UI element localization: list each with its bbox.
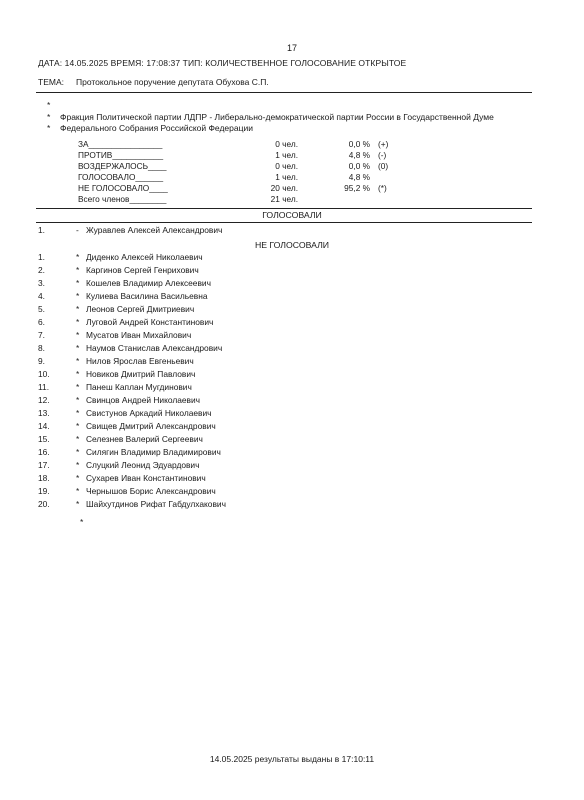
stat-mark: (*)	[378, 183, 387, 193]
row-vote-mark: *	[76, 473, 80, 483]
row-vote-mark: *	[76, 356, 80, 366]
fraction-marker-blank: *	[47, 100, 51, 110]
fraction-line-1: Фракция Политической партии ЛДПР - Либерально-демократической партии России в Государственной Думе	[60, 112, 494, 122]
stat-count: 0 чел.	[275, 139, 298, 149]
row-vote-mark: *	[76, 317, 80, 327]
row-vote-mark: *	[76, 499, 80, 509]
row-vote-mark: *	[76, 265, 80, 275]
row-number: 1.	[38, 225, 45, 235]
row-deputy-name: Свищев Дмитрий Александрович	[86, 421, 216, 431]
divider-top	[36, 92, 532, 93]
row-deputy-name: Мусатов Иван Михайлович	[86, 330, 192, 340]
row-deputy-name: Леонов Сергей Дмитриевич	[86, 304, 195, 314]
stat-count: 1 чел.	[275, 172, 298, 182]
row-deputy-name: Шайхутдинов Рифат Габдулхакович	[86, 499, 226, 509]
stat-label: ГОЛОСОВАЛО______	[78, 172, 164, 182]
row-vote-mark: *	[76, 434, 80, 444]
row-number: 7.	[38, 330, 45, 340]
stat-label: ПРОТИВ___________	[78, 150, 164, 160]
stat-label: НЕ ГОЛОСОВАЛО____	[78, 183, 168, 193]
stat-percent: 4,8 %	[348, 150, 370, 160]
row-vote-mark: *	[76, 421, 80, 431]
row-number: 2.	[38, 265, 45, 275]
row-number: 20.	[38, 499, 50, 509]
row-deputy-name: Журавлев Алексей Александрович	[86, 225, 223, 235]
row-number: 19.	[38, 486, 50, 496]
results-footer: 14.05.2025 результаты выданы в 17:10:11	[209, 754, 375, 764]
row-number: 10.	[38, 369, 50, 379]
stat-percent: 0,0 %	[348, 139, 370, 149]
row-number: 14.	[38, 421, 50, 431]
topic-line	[38, 77, 269, 87]
list-end-marker: *	[80, 517, 84, 527]
row-number: 15.	[38, 434, 50, 444]
row-number: 13.	[38, 408, 50, 418]
row-number: 6.	[38, 317, 45, 327]
stat-count: 20 чел.	[270, 183, 298, 193]
stat-label: ВОЗДЕРЖАЛОСЬ____	[78, 161, 167, 171]
fraction-name	[47, 112, 494, 134]
row-deputy-name: Наумов Станислав Александрович	[86, 343, 223, 353]
voted-title: ГОЛОСОВАЛИ	[262, 210, 322, 220]
stat-count: 1 чел.	[275, 150, 298, 160]
row-deputy-name: Свинцов Андрей Николаевич	[86, 395, 201, 405]
stat-percent: 4,8 %	[348, 172, 370, 182]
row-deputy-name: Луговой Андрей Константинович	[86, 317, 214, 327]
page-number: 17	[286, 43, 297, 53]
row-deputy-name: Нилов Ярослав Евгеньевич	[86, 356, 194, 366]
stat-mark: (+)	[378, 139, 389, 149]
fraction-line-2: Федерального Собрания Российской Федерации	[60, 123, 253, 133]
stat-percent: 95,2 %	[344, 183, 370, 193]
row-vote-mark: *	[76, 369, 80, 379]
row-deputy-name: Каргинов Сергей Генрихович	[86, 265, 199, 275]
topic-label: ТЕМА:	[38, 77, 64, 87]
row-vote-mark: *	[76, 486, 80, 496]
vote-header: ДАТА: 14.05.2025 ВРЕМЯ: 17:08:37 ТИП: КОЛИЧЕСТВЕННОЕ ГОЛОСОВАНИЕ ОТКРЫТОЕ	[38, 58, 407, 68]
row-deputy-name: Кошелев Владимир Алексеевич	[86, 278, 211, 288]
row-deputy-name: Кулиева Василина Васильевна	[86, 291, 208, 301]
topic-value: Протокольное поручение депутата Обухова С.П.	[76, 77, 269, 87]
row-number: 3.	[38, 278, 45, 288]
fraction-marker: *	[47, 123, 51, 133]
row-vote-mark: *	[76, 330, 80, 340]
row-vote-mark: *	[76, 460, 80, 470]
row-vote-mark: *	[76, 252, 80, 262]
row-vote-mark: *	[76, 304, 80, 314]
row-number: 17.	[38, 460, 50, 470]
row-deputy-name: Свистунов Аркадий Николаевич	[86, 408, 212, 418]
row-number: 1.	[38, 252, 45, 262]
stat-mark: (-)	[378, 150, 387, 160]
stat-count: 0 чел.	[275, 161, 298, 171]
row-number: 4.	[38, 291, 45, 301]
row-vote-mark: *	[76, 278, 80, 288]
stat-percent: 0,0 %	[348, 161, 370, 171]
row-deputy-name: Чернышов Борис Александрович	[86, 486, 216, 496]
row-vote-mark: *	[76, 408, 80, 418]
divider-voted	[36, 222, 532, 223]
not-voted-title: НЕ ГОЛОСОВАЛИ	[254, 240, 330, 250]
stat-count: 21 чел.	[270, 194, 298, 204]
row-deputy-name: Панеш Каплан Мугдинович	[86, 382, 192, 392]
stat-label: Всего членов________	[78, 194, 167, 204]
row-vote-mark: *	[76, 291, 80, 301]
row-deputy-name: Слуцкий Леонид Эдуардович	[86, 460, 200, 470]
row-vote-mark: *	[76, 447, 80, 457]
row-deputy-name: Силягин Владимир Владимирович	[86, 447, 221, 457]
row-vote-mark: *	[76, 343, 80, 353]
row-number: 18.	[38, 473, 50, 483]
row-number: 5.	[38, 304, 45, 314]
row-deputy-name: Сухарев Иван Константинович	[86, 473, 206, 483]
row-deputy-name: Новиков Дмитрий Павлович	[86, 369, 196, 379]
row-vote-mark: *	[76, 395, 80, 405]
row-deputy-name: Селезнев Валерий Сергеевич	[86, 434, 203, 444]
row-vote-mark: *	[76, 382, 80, 392]
divider-stats	[36, 208, 532, 209]
row-deputy-name: Диденко Алексей Николаевич	[86, 252, 203, 262]
row-vote-mark: -	[76, 225, 79, 235]
row-number: 9.	[38, 356, 45, 366]
stat-label: ЗА________________	[78, 139, 163, 149]
fraction-marker: *	[47, 112, 51, 122]
stat-mark: (0)	[378, 161, 389, 171]
row-number: 16.	[38, 447, 50, 457]
row-number: 12.	[38, 395, 50, 405]
row-number: 8.	[38, 343, 45, 353]
row-number: 11.	[38, 382, 50, 392]
